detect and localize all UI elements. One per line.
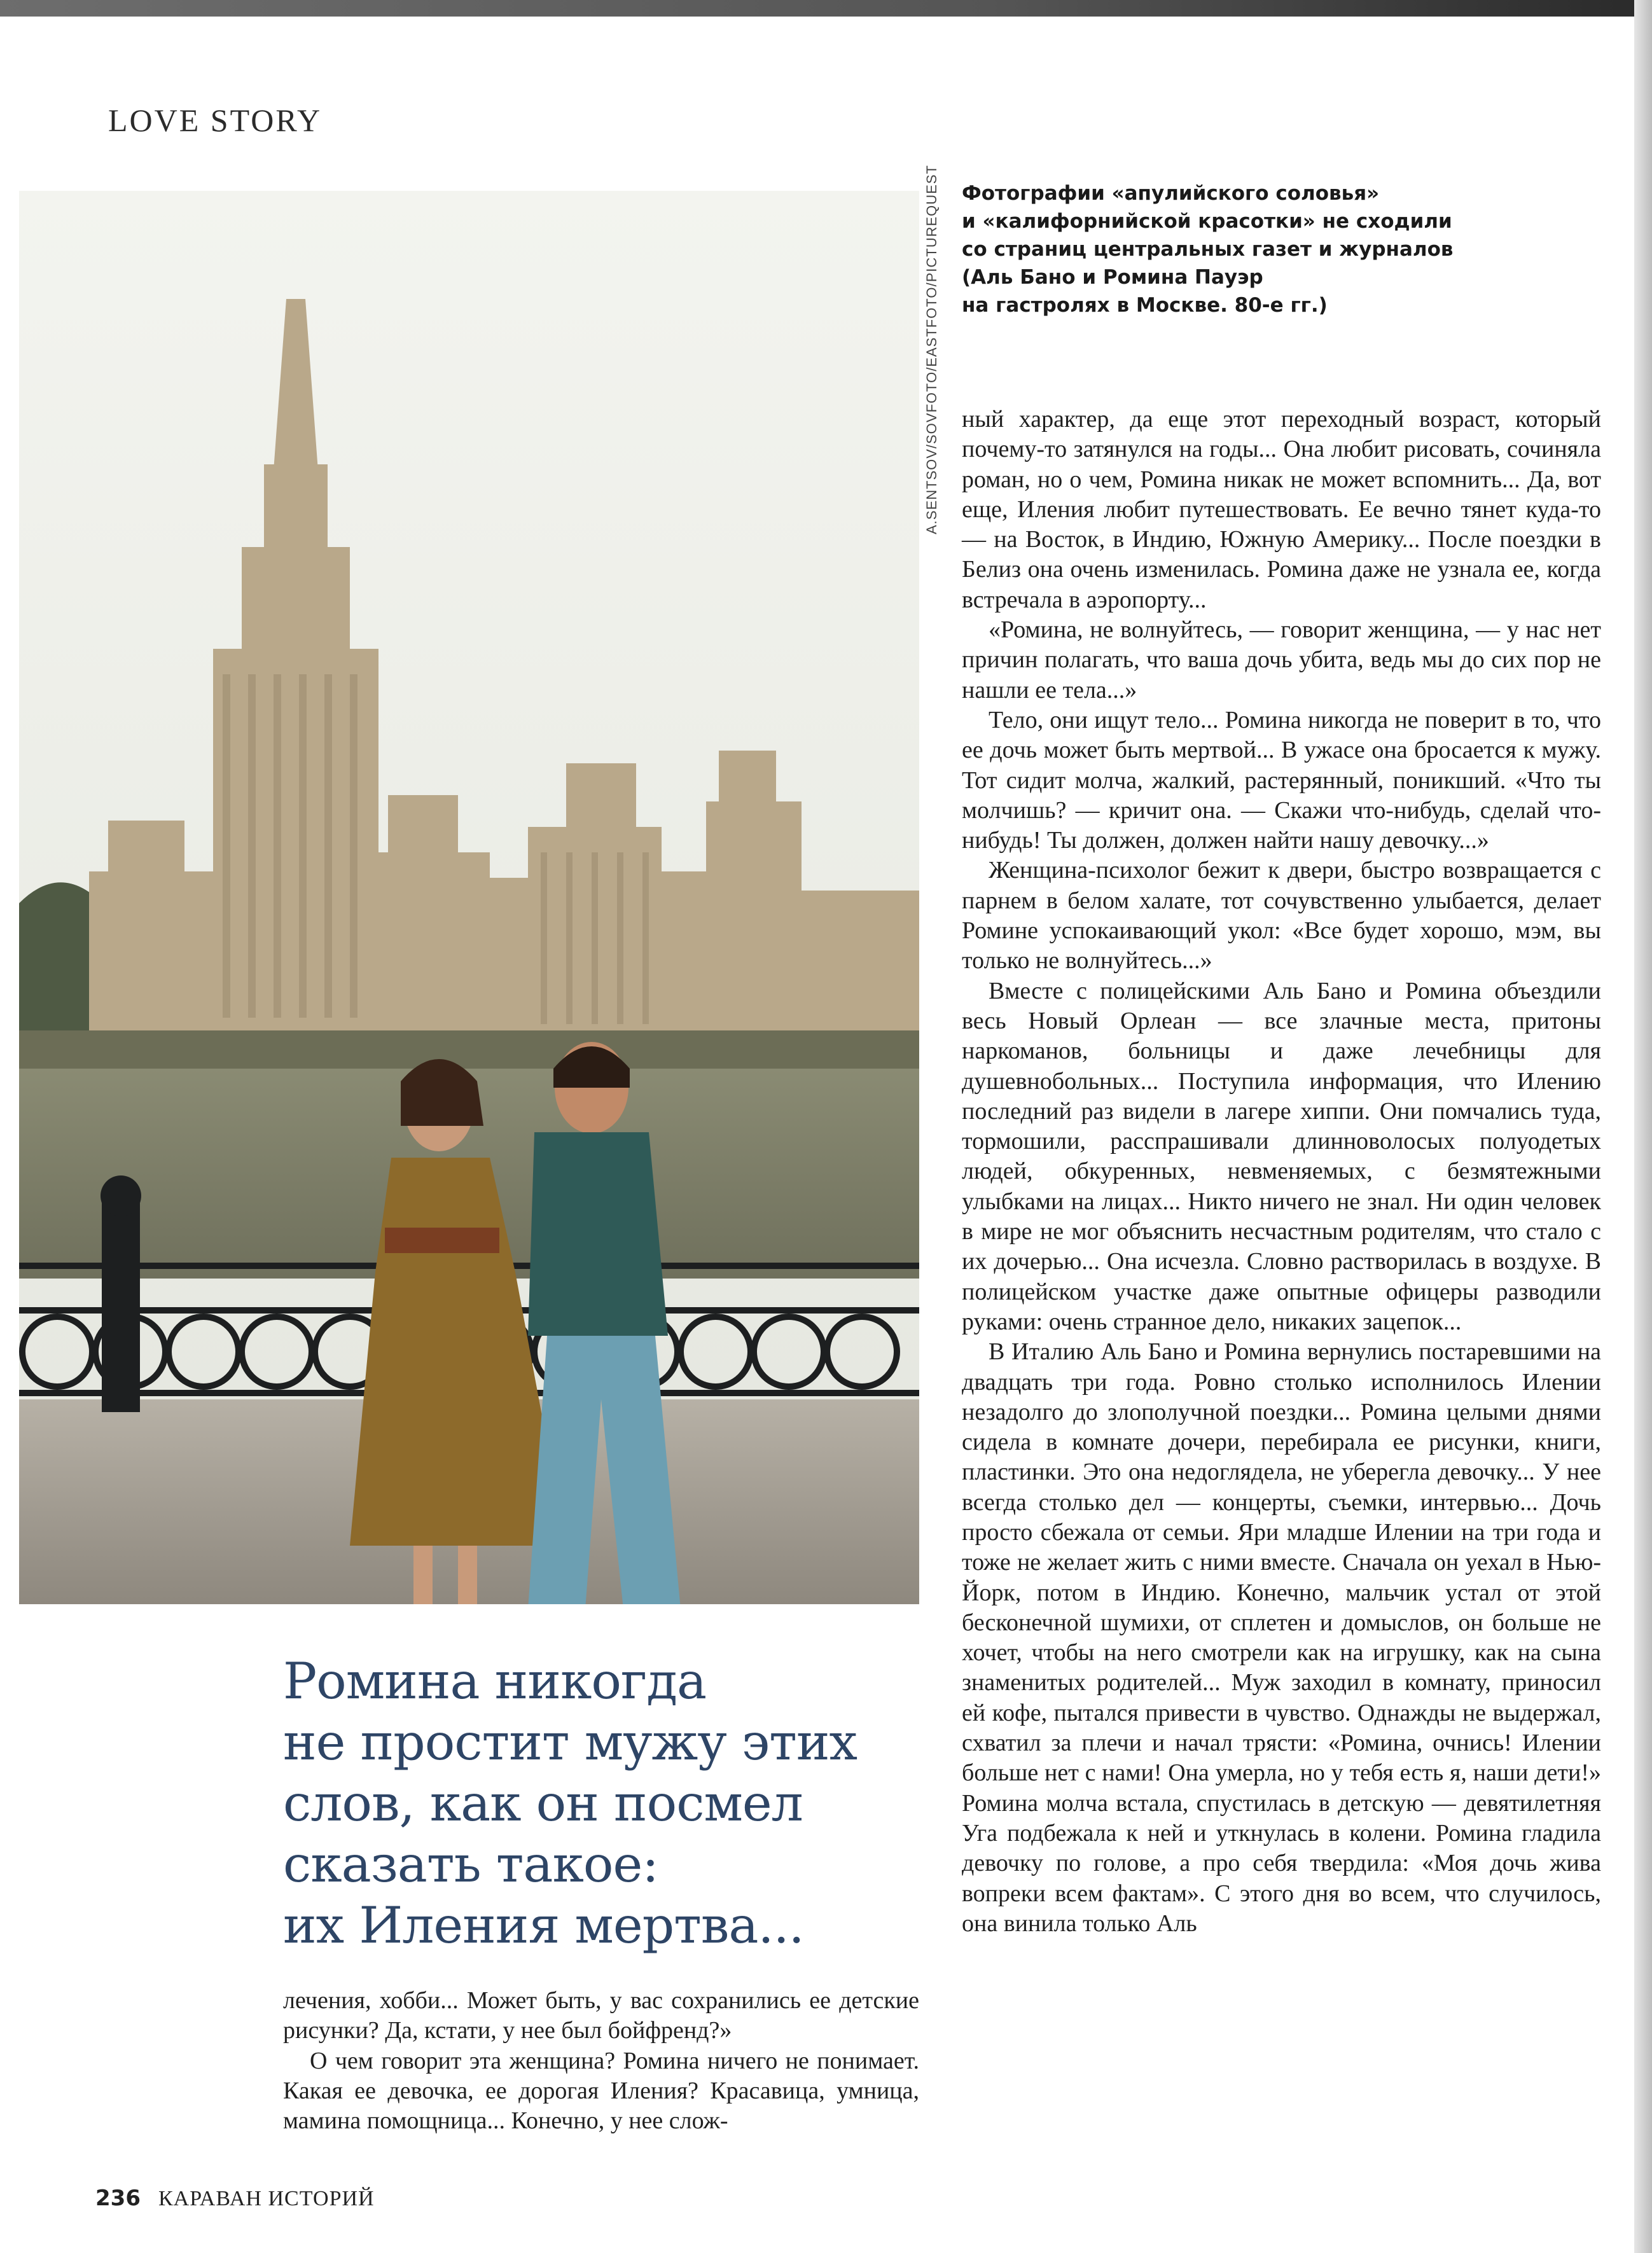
paragraph: «Ромина, не волнуйтесь, — говорит женщина, — у нас нет причин полагать, что ваша дочь убита, ведь мы до сих пор не нашли ее тела...» <box>962 616 1601 704</box>
magazine-name: КАРАВАН ИСТОРИЙ <box>158 2187 375 2210</box>
paragraph: лечения, хобби... Может быть, у вас сохранились ее детские рисунки? Да, кстати, у нее был бойфренд?» <box>283 1987 919 2044</box>
caption-line: на гастролях в Москве. 80-е гг.) <box>962 294 1328 317</box>
paragraph: ный характер, да еще этот переходный возраст, который почему-то затянулся на годы... Она любит рисовать, сочиняла роман, но о чем, Ромина никак не может вспомнить... Да, вот еще, Иления любит путешествовать. Ее вечно тянет куда-то — на Восток, в Индию, Южную Америку... После поездки в Белиз она очень изменилась. Ромина даже не узнала ее, когда встречала в аэропорту... <box>962 406 1601 613</box>
page-footer <box>95 2186 375 2211</box>
page-number: 236 <box>95 2186 141 2211</box>
paragraph: О чем говорит эта женщина? Ромина ничего не понимает. Какая ее девочка, ее дорогая Иления? Красавица, умница, мамина помощница... Конечно, у нее слож- <box>283 2047 919 2135</box>
scan-top-edge <box>0 0 1652 17</box>
caption-line: со страниц центральных газет и журналов <box>962 238 1454 261</box>
photo-illustration <box>19 191 919 1604</box>
pull-quote-line: Ромина никогда <box>283 1652 707 1710</box>
caption-line: и «калифорнийской красотки» не сходили <box>962 210 1452 233</box>
paragraph: Вместе с полицейскими Аль Бано и Ромина объездили весь Новый Орлеан — все злачные места, притоны наркоманов, больницы и даже лечебницы для душевнобольных... Поступила информация, что Илению последний раз видели в лагере хиппи. Они помчались туда, тормошили, расспрашивали длинноволосых полуодетых людей, обкуренных, невменяемых, с безмятежными улыбками на лицах... Никто ничего не знал. Ни один человек в мире не мог объяснить несчастным родителям, что стало с их дочерью... Она исчезла. Словно растворилась в воздухе. В полицейском участке даже опытные офицеры разводили руками: очень странное дело, никаких зацепок... <box>962 977 1601 1335</box>
pull-quote-line: слов, как он посмел <box>283 1774 803 1833</box>
pull-quote-line: не простит мужу этих <box>283 1713 857 1771</box>
paragraph: Женщина-психолог бежит к двери, быстро возвращается с парнем в белом халате, тот сочувственно улыбается, делает Ромине успокаивающий укол: «Все будет хорошо, мэм, вы только не волнуйтесь...» <box>962 857 1601 974</box>
left-text-column <box>283 1986 919 2136</box>
caption-line: (Аль Бано и Ромина Пауэр <box>962 266 1263 289</box>
photo-credit: A.SENTSOV/SOVFOTO/EASTFOTO/PICTUREQUEST <box>924 165 940 534</box>
right-text-column <box>962 405 1601 1939</box>
scan-right-edge <box>1634 0 1652 2253</box>
section-label: LOVE STORY <box>108 102 323 138</box>
paragraph: В Италию Аль Бано и Ромина вернулись постаревшими на двадцать три года. Ровно столько исполнилось Илении незадолго до злополучной поездки... Ромина целыми днями сидела в комнате дочери, перебирала ее рисунки, книги, пластинки. Это она недоглядела, не уберегла девочку... У нее всегда столько дел — концерты, съемки, интервью... Дочь просто сбежала от семьи. Яри младше Илении на три года и тоже не желает жить с ними вместе. Сначала он уехал в Нью-Йорк, потом в Индию. Конечно, мальчик устал от этой бесконечной шумихи, от сплетен и домыслов, он больше не хочет, чтобы на него смотрели как на игрушку, как на сына знаменитых родителей... Муж заходил в комнату, приносил ей кофе, пытался привести в чувство. Однажды не выдержал, схватил за плечи и начал трясти: «Ромина, очнись! Илении больше нет с нами! Она умерла, но у тебя есть я, наши дети!» Ромина молча встала, спустилась в детскую — девятилетняя Уга подбежала к ней и уткнулась в колени. Ромина гладила девочку по голове, а про себя твердила: «Моя дочь жива вопреки всем фактам». С этого дня во всем, что случилось, она винила только Аль <box>962 1338 1601 1937</box>
pull-quote <box>283 1651 919 1956</box>
paragraph: Тело, они ищут тело... Ромина никогда не поверит в то, что ее дочь может быть мертвой... В ужасе она бросается к мужу. Тот сидит молча, жалкий, растерянный, поникший. «Что ты молчишь? — кричит она. — Скажи что-нибудь, сделай что-нибудь! Ты должен, должен найти нашу девочку...» <box>962 706 1601 854</box>
pull-quote-line: сказать такое: <box>283 1835 658 1894</box>
article-photo <box>19 191 919 1604</box>
photo-caption <box>962 179 1534 319</box>
caption-line: Фотографии «апулийского соловья» <box>962 182 1380 205</box>
pull-quote-line: их Иления мертва... <box>283 1896 804 1955</box>
